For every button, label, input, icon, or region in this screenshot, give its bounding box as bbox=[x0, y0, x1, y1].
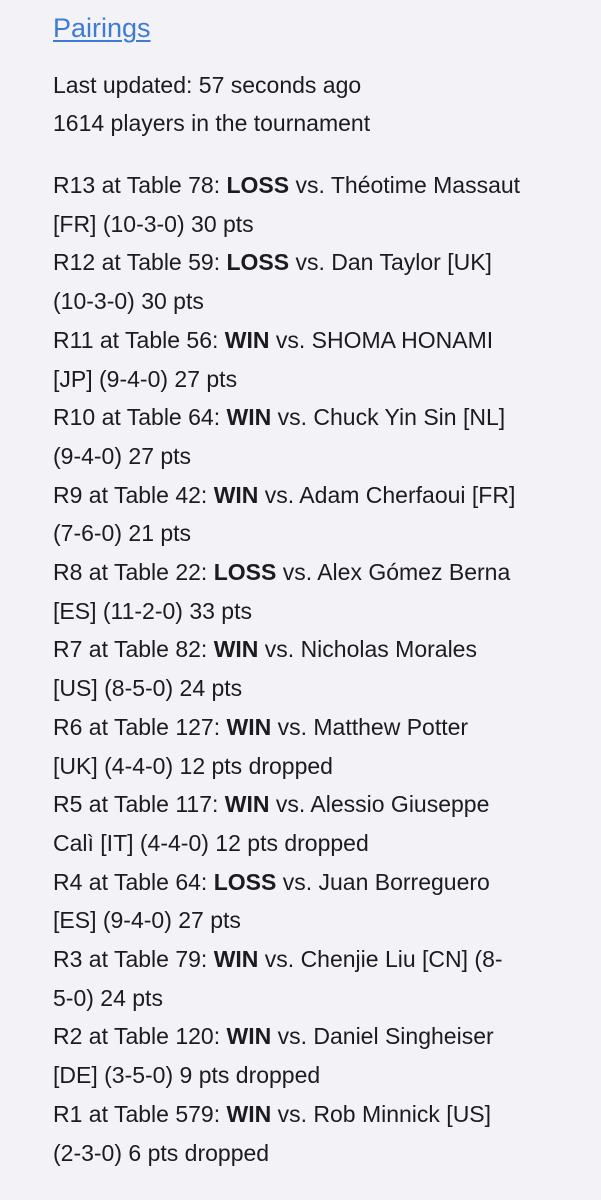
round-line bbox=[53, 398, 589, 437]
round-opponent: vs. Rob Minnick [US] bbox=[271, 1100, 492, 1127]
round-details: [US] (8-5-0) 24 pts bbox=[53, 675, 243, 702]
last-updated-text: Last updated: 57 seconds ago bbox=[53, 72, 362, 98]
round-details: [UK] (4-4-0) 12 pts dropped bbox=[53, 752, 333, 779]
round-item-r1 bbox=[53, 1095, 589, 1172]
round-details: Calì [IT] (4-4-0) 12 pts dropped bbox=[53, 829, 369, 856]
round-details: 5-0) 24 pts bbox=[53, 984, 163, 1011]
round-opponent: vs. Alex Gómez Berna bbox=[276, 559, 511, 586]
round-item-r10 bbox=[53, 398, 589, 475]
round-details: (10-3-0) 30 pts bbox=[53, 288, 204, 315]
round-line bbox=[53, 940, 589, 979]
round-prefix: R7 at Table 82: bbox=[53, 636, 214, 663]
round-opponent: vs. Juan Borreguero bbox=[276, 868, 490, 895]
round-item-r12 bbox=[53, 243, 589, 320]
round-line bbox=[53, 243, 589, 282]
round-item-r5 bbox=[53, 785, 589, 862]
round-details: [ES] (11-2-0) 33 pts bbox=[53, 597, 252, 624]
round-item-r7 bbox=[53, 630, 589, 707]
round-line bbox=[53, 166, 589, 205]
round-line bbox=[53, 476, 589, 515]
round-details: [ES] (9-4-0) 27 pts bbox=[53, 907, 241, 934]
round-result: WIN bbox=[213, 636, 259, 663]
round-opponent: vs. SHOMA HONAMI bbox=[269, 326, 494, 353]
round-item-r2 bbox=[53, 1017, 589, 1094]
round-result: LOSS bbox=[226, 172, 290, 198]
round-line bbox=[53, 1017, 589, 1056]
round-prefix: R6 at Table 127: bbox=[53, 713, 227, 740]
round-opponent: vs. Daniel Singheiser bbox=[271, 1023, 494, 1050]
round-prefix: R9 at Table 42: bbox=[53, 481, 214, 508]
round-prefix: R12 at Table 59: bbox=[53, 249, 227, 276]
round-item-r3 bbox=[53, 940, 589, 1017]
round-prefix: R5 at Table 117: bbox=[53, 791, 225, 818]
tournament-meta bbox=[53, 66, 601, 142]
round-prefix: R3 at Table 79: bbox=[53, 946, 214, 973]
round-line bbox=[53, 863, 589, 902]
round-result: WIN bbox=[213, 481, 259, 508]
round-details: [FR] (10-3-0) 30 pts bbox=[53, 210, 254, 237]
round-details: (9-4-0) 27 pts bbox=[53, 442, 192, 469]
round-result: WIN bbox=[213, 946, 259, 973]
round-result: LOSS bbox=[213, 868, 277, 895]
round-result: LOSS bbox=[213, 559, 277, 586]
round-prefix: R8 at Table 22: bbox=[53, 559, 214, 586]
round-item-r11 bbox=[53, 321, 589, 398]
rounds-list bbox=[53, 166, 589, 1172]
round-line bbox=[53, 630, 589, 669]
round-item-r13 bbox=[53, 166, 589, 243]
round-line bbox=[53, 553, 589, 592]
round-item-r4 bbox=[53, 863, 589, 940]
round-prefix: R13 at Table 78: bbox=[53, 172, 227, 198]
round-opponent: vs. Nicholas Morales bbox=[258, 636, 477, 663]
round-item-r6 bbox=[53, 708, 589, 785]
round-result: WIN bbox=[226, 404, 272, 431]
round-opponent: vs. Adam Cherfaoui [FR] bbox=[258, 481, 516, 508]
round-details: (7-6-0) 21 pts bbox=[53, 520, 192, 547]
round-details: (2-3-0) 6 pts dropped bbox=[53, 1139, 270, 1166]
round-details: [JP] (9-4-0) 27 pts bbox=[53, 365, 238, 392]
round-line bbox=[53, 785, 589, 824]
round-opponent: vs. Alessio Giuseppe bbox=[269, 791, 490, 818]
round-details: [DE] (3-5-0) 9 pts dropped bbox=[53, 1062, 321, 1089]
round-result: WIN bbox=[226, 1023, 272, 1050]
round-opponent: vs. Dan Taylor [UK] bbox=[289, 249, 492, 276]
round-opponent: vs. Chuck Yin Sin [NL] bbox=[271, 404, 506, 431]
round-prefix: R2 at Table 120: bbox=[53, 1023, 227, 1050]
round-prefix: R1 at Table 579: bbox=[53, 1100, 227, 1127]
round-line bbox=[53, 1095, 589, 1134]
round-line bbox=[53, 708, 589, 747]
round-result: WIN bbox=[226, 1100, 272, 1127]
round-opponent: vs. Théotime Massaut bbox=[289, 172, 521, 198]
round-result: LOSS bbox=[226, 249, 290, 276]
round-result: WIN bbox=[224, 326, 270, 353]
round-line bbox=[53, 321, 589, 360]
round-item-r9 bbox=[53, 476, 589, 553]
round-opponent: vs. Matthew Potter bbox=[271, 713, 469, 740]
pairings-link[interactable]: Pairings bbox=[53, 13, 151, 43]
player-count-text: 1614 players in the tournament bbox=[53, 110, 371, 136]
round-item-r8 bbox=[53, 553, 589, 630]
round-result: WIN bbox=[224, 791, 270, 818]
round-prefix: R11 at Table 56: bbox=[53, 326, 225, 353]
round-prefix: R4 at Table 64: bbox=[53, 868, 214, 895]
round-opponent: vs. Chenjie Liu [CN] (8- bbox=[258, 946, 503, 973]
round-result: WIN bbox=[226, 713, 272, 740]
round-prefix: R10 at Table 64: bbox=[53, 404, 227, 431]
